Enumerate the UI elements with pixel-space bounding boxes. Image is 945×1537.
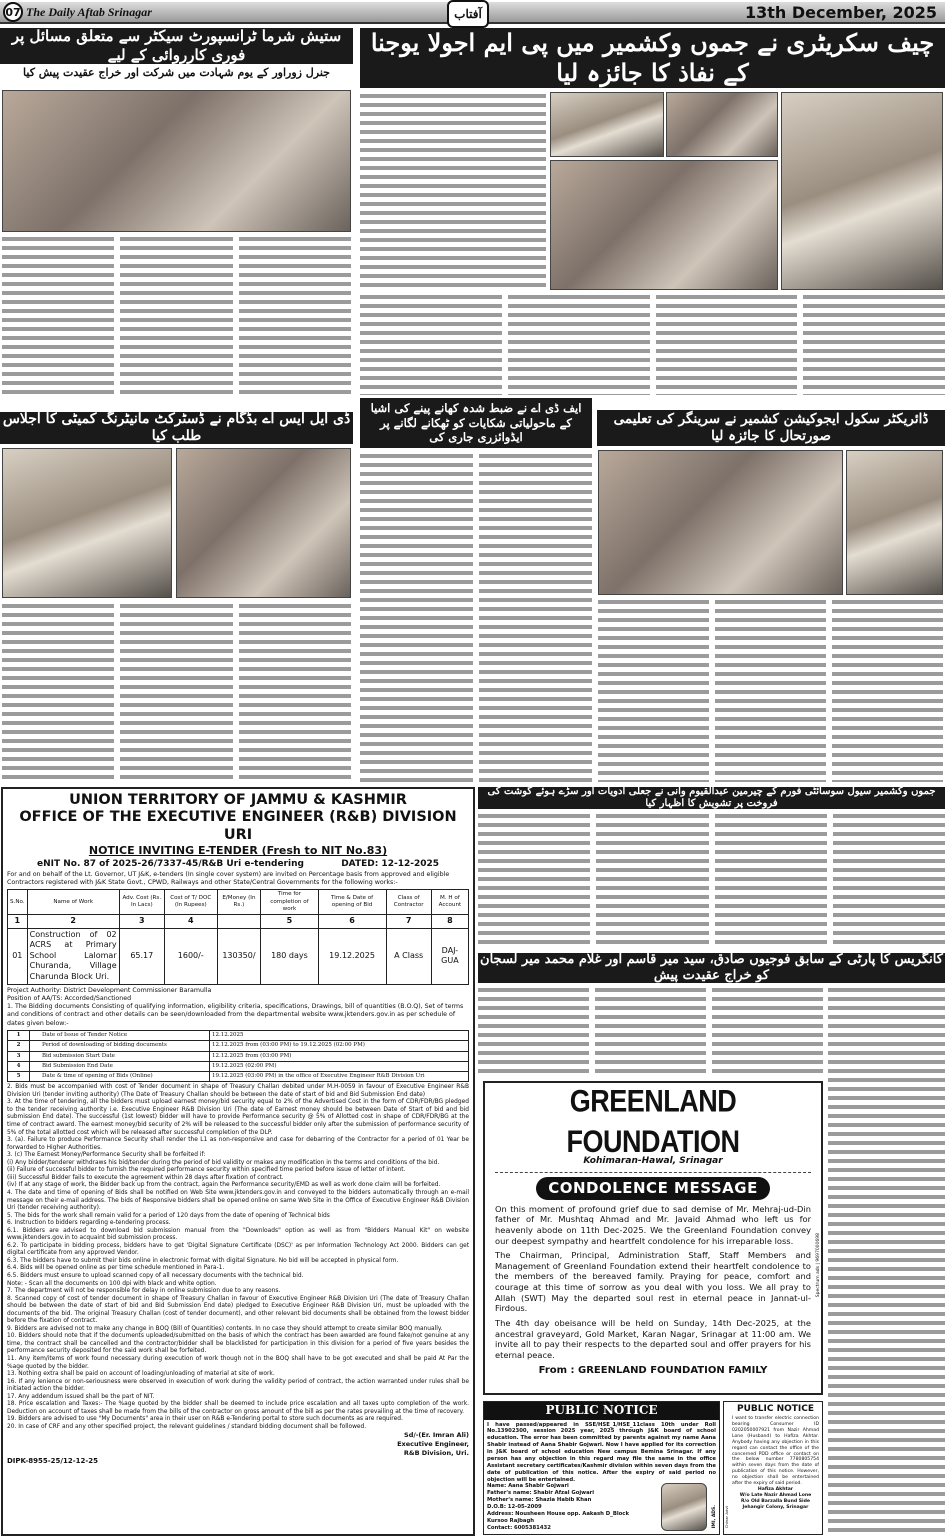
schedule-cell: 12.12.2025 xyxy=(210,1031,469,1041)
column-header: Cost of T/ DOC (In Rupees) xyxy=(164,890,217,915)
table-cell: 180 days xyxy=(261,928,318,984)
story6-headline: جموں وکشمیر سیول سوسائٹی فورم کے چیرمین عبدالقیوم وانی نے جعلی ادویات اور سڑے ہوئے گوشت کی فروخت پر تشویش کا اظہار کیا xyxy=(478,787,945,809)
condolence-para-3: The 4th day obeisance will be held on Sunday, 14th Dec-2025, at the ancestral graveyard, Gold Market, Karan Nagar, Srinagar at 11:00 am. We invite all to pay their respects to the departed soul and offer prayers for his eternal peace. xyxy=(495,1317,811,1360)
tender-clause: 3. (a). Failure to produce Performance Security shall render the L1 as non-responsive and case for debarring of the Contractor for a period of 01 Year be forwarded to Higher Authorities. xyxy=(7,1137,469,1151)
notice2-signature xyxy=(732,1487,819,1511)
tender-clause: 9. Bidders are advised not to make any change in BOQ (Bill of Quantities) contents. In no case they should attempt to create similar BOQ manually. xyxy=(7,1325,443,1332)
notice1-tag: IMI, ADS. xyxy=(712,1504,718,1528)
applicant-detail: Mother's name: Shazia Habib Khan xyxy=(487,1497,592,1504)
tender-clause: 4. The date and time of opening of Bids shall be notified on Web Site www.jktenders.gov.in and conveyed to the bidders automatically through an e-mail message on their e-mail address. The bids of Responsive bidders shall be opened online on same Web Site in the Office of Executive Engineer R&B Division Uri (tender receiving authority). xyxy=(7,1189,469,1212)
table-cell: Construction of 02 ACRS at Primary School Lalomar Churanda, Village Charunda Block Uri. xyxy=(27,928,119,984)
tender-clause: 17. Any addendum issued shall be the part of NIT. xyxy=(7,1393,155,1400)
schedule-cell: 2 xyxy=(8,1041,30,1051)
story3-headline: ڈی ایل ایس اے بڈگام نے ڈسٹرکٹ مانیٹرنگ کمیٹی کا اجلاس طلب کیا xyxy=(0,412,353,444)
tender-clause: (i) Any bidder/tenderer withdraws his bid/tender during the period of bid validity or makes any modification in the terms and conditions of the bid. xyxy=(7,1159,440,1166)
page-number: 07 xyxy=(3,2,23,22)
schedule-cell: 12.12.2025 from (03:00 PM) xyxy=(210,1051,469,1061)
column-header: Name of Work xyxy=(27,890,119,915)
story2-body-2 xyxy=(360,293,945,395)
tender-clause: 6.4. Bids will be opened online as per time schedule mentioned in Para-1. xyxy=(7,1265,225,1272)
tender-clause: (iv) If at any stage of work, the Bidder back up from the contract, again the Performance security/EMD as well as work done claim will be forfeited. xyxy=(7,1182,441,1189)
schedule-cell: 19.12.2025 (03:00 PM) in the office of Executive Engineer R&B Division Uri xyxy=(210,1072,469,1082)
story5-photo-2 xyxy=(846,450,943,595)
tender-clause: 19. Bidders are advised to use "My Documents" area in their user on R&B e-Tendering portal to store such documents as are required. xyxy=(7,1416,403,1423)
column-header: Adv. Cost (Rs. In Lacs) xyxy=(119,890,164,915)
tender-clause: 10. Bidders should note that if the documents uploaded/submitted on the basis of which the contract has been awarded are found fake/not genuine at any time, the contract shall be cancelled and the contractor/bidder shall be blacklisted for participation in this division for a period of five years besides the performance security deposited for the said work shall be forfeited. xyxy=(7,1333,469,1355)
table-cell: 01 xyxy=(8,928,28,984)
schedule-cell: Bid submission Start Date xyxy=(30,1051,210,1061)
tender-clause: 5. The bids for the work shall remain valid for a period of 120 days from the date of opening of Technical bids xyxy=(7,1212,330,1219)
dipk-number: DIPK-8955-25/12-12-25 xyxy=(7,1457,98,1466)
tender-clause: 6. Instruction to bidders regarding e-tendering process. xyxy=(7,1220,171,1227)
story4-headline: ایف ڈی اے نے ضبط شدہ کھانے پینے کی اشیا کے ماحولیاتی شکایات کو ٹھکانے لگانے پر ایڈوائزری جاری کی xyxy=(360,398,592,448)
story2-headline: چیف سکریٹری نے جموں وکشمیر میں پی ایم اجولا یوجنا کے نفاذ کا جائزہ لیا xyxy=(360,28,945,88)
schedule-cell: 5 xyxy=(8,1072,30,1082)
schedule-cell: Period of downloading of bidding documents xyxy=(30,1041,210,1051)
sig-office: R&B Division, Uri. xyxy=(403,1448,469,1457)
tender-clause: 20. In case of CRF and any other specified project, the relevant guidelines / standard bidding document shall be followed. xyxy=(7,1423,367,1430)
tender-clauses xyxy=(7,1084,469,1431)
schedule-row xyxy=(8,1031,469,1041)
table-cell: 65.17 xyxy=(119,928,164,984)
tender-clause: 6.3. The bidders have to submit their bids online in electronic format with digital Signature. No bid will be accepted in physical form. xyxy=(7,1257,399,1264)
story3-body xyxy=(2,602,351,782)
tender-clause: 11. Any item/items of work found necessary during execution of work though not in the BOQ shall have to be got executed and shall be paid At Par the %age quoted by the bidder. xyxy=(7,1355,469,1370)
story1-photo xyxy=(2,90,351,232)
condolence-banner: CONDOLENCE MESSAGE xyxy=(536,1177,770,1200)
project-authority: Project Authority: District Development Commissioner Baramulla xyxy=(7,986,212,994)
tender-clause: Note: - Scan all the documents on 100 dpi with black and white option. xyxy=(7,1280,217,1287)
column-number: 7 xyxy=(386,915,431,929)
story2-body xyxy=(360,92,546,290)
column-number: 8 xyxy=(431,915,468,929)
schedule-table xyxy=(7,1030,469,1082)
condolence-ad xyxy=(483,1081,823,1395)
column-header: Class of Contractor xyxy=(386,890,431,915)
schedule-row xyxy=(8,1051,469,1061)
schedule-cell: 1 xyxy=(8,1031,30,1041)
story2-photo-1 xyxy=(550,92,664,157)
tender-clause: 3. At the time of tendering, all the bidders must upload earnest money/bid security equal to 2% of the Advertised Cost in the form of CDR/FDR/BG pledged to the tender receiving authority i.e. Executive Engineer R&B Division Uri (The date of Earnest money should be between Date of Start of bid and bid submission End date). The successful (1st lowest) bidder will have to provide Performance security @ 5% of Allotted cost in shape of CDR/FDR/BG at the time of contract award. The earnest money/bid security of 2% will be released to the successful bidder only after the submission of performance security of 5% of the total allotted cost which will be released after successful completion of the DLP. xyxy=(7,1099,469,1136)
story5-body xyxy=(598,598,943,782)
schedule-cell: 4 xyxy=(8,1061,30,1071)
tender-clause: (ii) Failure of successful bidder to furnish the required performance security within specified time period before issue of letter of intent. xyxy=(7,1167,406,1174)
column-header: S.No. xyxy=(8,890,28,915)
column-number: 4 xyxy=(164,915,217,929)
ad-agency-tag: Spectrum ads | 9697000698 xyxy=(816,1233,822,1298)
table-cell: DAJ-GUA xyxy=(431,928,468,984)
column-number: 3 xyxy=(119,915,164,929)
tender-date: DATED: 12-12-2025 xyxy=(341,858,439,869)
notice2-body: I want to transfer electric connection bearing Consumer ID 0202050007921 from Nazir Ahmad Lone (Husband) to Hafiza Akhtar. Anybody having any objection in this regard can contact the office of the concerned PDD office or contact on the below number 7780805754 within seven days from the date of publication of this notice. However, no objection shall be entertained after the expiry of said period. xyxy=(732,1415,819,1487)
story3-photo-2 xyxy=(176,448,351,598)
column-header: Time for completion of work xyxy=(261,890,318,915)
schedule-cell: 19.12.2025 (02:00 PM) xyxy=(210,1061,469,1071)
tender-ref xyxy=(7,859,469,871)
story1-body xyxy=(2,235,351,395)
applicant-detail: Name: Aana Shabir Gojwari xyxy=(487,1483,569,1490)
issue-date: 13th December, 2025 xyxy=(744,2,937,22)
condolence-from: From : GREENLAND FOUNDATION FAMILY xyxy=(538,1365,768,1377)
tender-clause: 8. Scanned copy of cost of tender document in shape of Treasury Challan in favour of Executive Engineer R&B Division Uri (The date of Treasury Challan should be between the date of start of bid and Bid Submission End date) pledged to Executive Engineer R&B Division Uri, must be uploaded with the documents of the bid. The original Treasury Challan (cost of tender document), and other relevant bid documents shall be obtained from the lowest bidder before the fixation of contract. xyxy=(7,1295,469,1325)
tender-clause: 6.2. To participate in bidding process, bidders have to get 'Digital Signature Certificate (DSC)' as per Information Technology Act 2000. Bidders can get digital certificate from any approved Vendor. xyxy=(7,1242,469,1257)
story3-photo-1 xyxy=(2,448,172,598)
signature-line: W/o Late Nazir Ahmad Lone xyxy=(739,1493,812,1499)
logo: آفتاب xyxy=(447,0,489,28)
column-number: 1 xyxy=(8,915,28,929)
tender-clause: 6.5. Bidders must ensure to upload scanned copy of all necessary documents with the technical bid. xyxy=(7,1272,304,1279)
column-number: 2 xyxy=(27,915,119,929)
tender-title-1: UNION TERRITORY OF JAMMU & KASHMIR xyxy=(69,792,407,808)
story1-headline: ستیش شرما ٹرانسپورٹ سیکٹر سے متعلق مسائل پر فوری کارروائی کے لیے xyxy=(0,28,353,64)
applicant-detail: Father's name: Shabir Afzal Gojwari xyxy=(487,1490,595,1497)
tender-clause: 6.1. Bidders are advised to download bid submission manual from the "Downloads" option as well as from "Bidders Manual Kit" on website www.jktenders.gov.in to acquaint bid submission process. xyxy=(7,1227,469,1242)
table-cell: 130350/ xyxy=(217,928,261,984)
schedule-row xyxy=(8,1072,469,1082)
notice2-title: PUBLIC NOTICE xyxy=(736,1404,814,1414)
schedule-row xyxy=(8,1061,469,1071)
public-notice-2 xyxy=(723,1401,823,1535)
foundation-title: GREENLAND FOUNDATION xyxy=(566,1084,740,1159)
notice1-title: PUBLIC NOTICE xyxy=(484,1402,719,1420)
applicant-detail: D.O.B: 12-05-2009 xyxy=(487,1504,542,1511)
story4-body xyxy=(360,452,592,782)
tender-title-2: OFFICE OF THE EXECUTIVE ENGINEER (R&B) DIVISION URI xyxy=(19,809,457,843)
tender-clause: 13. Nothing extra shall be paid on account of loading/unloading of material at site of work. xyxy=(7,1371,275,1378)
foundation-place: Kohimaran-Hawal, Srinagar xyxy=(495,1156,811,1173)
schedule-row xyxy=(8,1041,469,1051)
story7-body xyxy=(478,986,823,1074)
story7-body-side xyxy=(828,986,945,1534)
table-cell: A Class xyxy=(386,928,431,984)
story1-subhead: جنرل زوراور کے یوم شہادت میں شرکت اور خراج عقیدت پیش کیا xyxy=(23,66,330,79)
schedule-cell: Date & time of opening of Bids (Online) xyxy=(30,1072,210,1082)
tender-title-3: NOTICE INVITING E-TENDER (Fresh to NIT No.83) xyxy=(88,844,388,858)
story7-headline: کانگریس کا پارٹی کے سابق فوجیوں صادق، سید میر قاسم اور غلام محمد میر لسجان کو خراج عقیدت پیش xyxy=(478,953,945,983)
schedule-cell: Date of Issue of Tender Notice xyxy=(30,1031,210,1041)
notice1-details xyxy=(487,1483,647,1531)
applicant-photo xyxy=(661,1483,707,1531)
schedule-cell: 12.12.2025 from (03:00 PM) to 19.12.2025 (02:00 PM) xyxy=(210,1041,469,1051)
clause-1: 1. The Bidding documents Consisting of qualifying information, eligibility criteria, specifications, Drawings, bill of quantities (B.O.Q), Set of terms and conditions of contract and other details can be seen/downloaded from the departmental website www.jktenders.gov.in as per schedule of dates given below:- xyxy=(7,1003,464,1027)
position-aa: Position of AA/TS: Accorded/Sanctioned xyxy=(7,994,132,1002)
story2-photo-4 xyxy=(781,92,943,290)
masthead xyxy=(0,2,945,24)
column-number: 6 xyxy=(318,915,386,929)
notice2-tag: Chinar Advt xyxy=(724,1505,729,1528)
table-cell: 1600/- xyxy=(164,928,217,984)
paper-name: The Daily Aftab Srinagar xyxy=(26,4,152,19)
notice1-body: I have passed/appeared in SSE/HSE_1/HSE_11class 10th under Roll No.13902300, session 2025 year, 2025 through J&K board of school education. The error has been committed by parents against my name Aana Shabir instead of Aana Shabir Gojwari. Now I have applied for its correction in J&K board of school education New campus Bemina Srinagar. If any person has any objection in this regard may file the same in the office Assistant secretary certificates/Kashmir division within seven days from the date of publication of this notice. After the expiry of said period no objection will be entertained. xyxy=(487,1421,716,1483)
story5-headline: ڈائریکٹر سکول ایجوکیشن کشمیر نے سرینگر کی تعلیمی صورتحال کا جائزہ لیا xyxy=(597,410,945,446)
tender-clause: 3. (c) The Earnest Money/Performance Security shall be forfeited if: xyxy=(7,1152,206,1159)
column-number xyxy=(217,915,261,929)
column-header: M. H of Account xyxy=(431,890,468,915)
schedule-cell: Bid Submission End Date xyxy=(30,1061,210,1071)
sig-name: Sd/-(Er. Imran Ali) xyxy=(404,1431,469,1440)
schedule-cell: 3 xyxy=(8,1051,30,1061)
column-number: 5 xyxy=(261,915,318,929)
tender-clause: (iii) Successful Bidder fails to execute the agreement within 28 days after fixation of contract. xyxy=(7,1174,284,1181)
signature xyxy=(7,1431,469,1457)
tender-clause: 16. If any lenience or non-seriousness were observed in execution of work during the validity period of contract, the action warranted under rules shall be initiated action the bidder. xyxy=(7,1378,469,1393)
tender-intro: For and on behalf of the Lt. Governor, UT J&K, e-tenders (In single cover system) are invited on Percentage basis from approved and eligible Contractors registered with J&K State Govt., CPWD, Railways and other State/Central Governments for the following works:- xyxy=(7,870,450,886)
applicant-detail: Contact: 6005381432 xyxy=(487,1524,551,1531)
public-notice-1 xyxy=(483,1401,720,1535)
enit-number: eNIT No. 87 of 2025-26/7337-45/R&B Uri e-tendering xyxy=(37,858,304,869)
tender-clause: 2. Bids must be accompanied with cost of Tender document in shape of Treasury Challan debited under M.H-0059 in favour of Executive Engineer R&B Division Uri (tender inviting authority) (The Date of Treasury Challan should be between the date of start of bid and Bid Submission End date) xyxy=(7,1084,469,1098)
sig-title: Executive Engineer, xyxy=(397,1440,469,1449)
condolence-para-2: The Chairman, Principal, Administration Staff, Staff Members and Management of Greenland Foundation extend their heartfelt condolence to the members of the bereaved family. Praying for peace, comfort and courage at this time of sorrow as you deal with you loss. We all pray to Allah (SWT) May the departed soul rest in eternal peace in Jannat-ul-Firdous. xyxy=(495,1250,811,1314)
tender-notice xyxy=(1,787,475,1536)
applicant-detail: Address: Nousheen House opp. Aakash D_Block Kursoo Rajbagh xyxy=(487,1510,629,1524)
works-table xyxy=(7,889,469,984)
condolence-para-1: On this moment of profound grief due to sad demise of Mr. Mehraj-ud-Din father of Mr. Mushtaq Ahmad and Mr. Javaid Ahmad who left us for heavenly abode on 11th Dec-2025. We the Greenland Foundation convey our deepest sympathy and heartfelt condolence for his irreparable loss. xyxy=(495,1203,811,1246)
tender-clause: 7. The department will not be responsible for delay in online submission due to any reasons. xyxy=(7,1288,281,1295)
table-cell: 19.12.2025 xyxy=(318,928,386,984)
tender-clause: 18. Price escalation and Taxes:- The %age quoted by the bidder shall be deemed to include price escalation and all taxes upto completion of the work. Deduction on account of taxes shall be made from the bills of the contractor on gross amount of the bill as per the rates prevailing at the time of recovery. xyxy=(7,1401,469,1415)
story5-photo-1 xyxy=(598,450,843,595)
signature-line: Hafiza Akhtar xyxy=(757,1487,794,1493)
column-header: E/Money (In Rs.) xyxy=(217,890,261,915)
signature-line: R/o Old Barzalla Bund Side xyxy=(740,1499,811,1505)
story2-photo-2 xyxy=(666,92,778,157)
column-header: Time & Date of opening of Bid xyxy=(318,890,386,915)
story6-body xyxy=(478,812,945,947)
signature-line: Jehangir Colony, Srinagar xyxy=(742,1505,809,1511)
story2-photo-3 xyxy=(550,160,778,290)
